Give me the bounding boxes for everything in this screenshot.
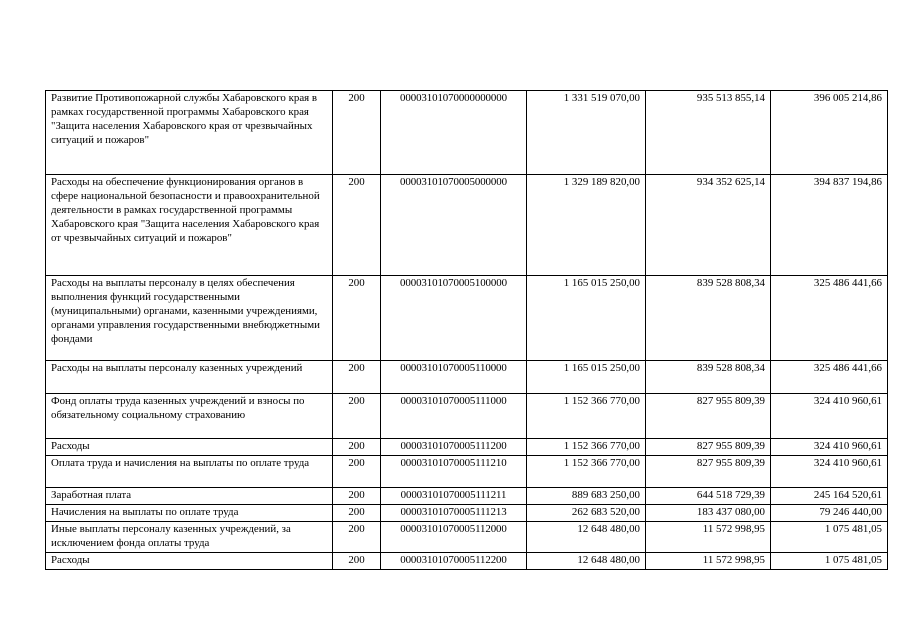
line-code-cell: 200 (333, 505, 381, 522)
expense-name-cell: Расходы на обеспечение функционирования органов в сфере национальной безопасности и правоохранительной деятельности в рамках государственной программы Хабаровского края "Защита населения Хабаровского края от чрезвычайных ситуаций и пожаров" (46, 175, 333, 276)
classification-code-cell: 00003101070005111200 (381, 439, 527, 456)
executed-amount-cell: 839 528 808,34 (646, 276, 771, 361)
unexecuted-amount-cell: 79 246 440,00 (771, 505, 888, 522)
line-code-cell: 200 (333, 439, 381, 456)
classification-code-cell: 00003101070005100000 (381, 276, 527, 361)
classification-code-cell: 00003101070000000000 (381, 91, 527, 175)
approved-amount-cell: 1 152 366 770,00 (527, 456, 646, 488)
classification-code-cell: 00003101070005000000 (381, 175, 527, 276)
expense-name-cell: Иные выплаты персоналу казенных учреждений, за исключением фонда оплаты труда (46, 522, 333, 553)
unexecuted-amount-cell: 394 837 194,86 (771, 175, 888, 276)
unexecuted-amount-cell: 1 075 481,05 (771, 522, 888, 553)
unexecuted-amount-cell: 1 075 481,05 (771, 553, 888, 570)
line-code-cell: 200 (333, 394, 381, 439)
approved-amount-cell: 1 152 366 770,00 (527, 439, 646, 456)
executed-amount-cell: 827 955 809,39 (646, 439, 771, 456)
classification-code-cell: 00003101070005111211 (381, 488, 527, 505)
executed-amount-cell: 11 572 998,95 (646, 553, 771, 570)
approved-amount-cell: 889 683 250,00 (527, 488, 646, 505)
expense-name-cell: Начисления на выплаты по оплате труда (46, 505, 333, 522)
classification-code-cell: 00003101070005111213 (381, 505, 527, 522)
table-row (46, 553, 888, 570)
executed-amount-cell: 644 518 729,39 (646, 488, 771, 505)
line-code-cell: 200 (333, 276, 381, 361)
line-code-cell: 200 (333, 361, 381, 394)
classification-code-cell: 00003101070005110000 (381, 361, 527, 394)
table-row (46, 488, 888, 505)
expense-name-cell: Расходы на выплаты персоналу казенных учреждений (46, 361, 333, 394)
table-row (46, 91, 888, 175)
unexecuted-amount-cell: 245 164 520,61 (771, 488, 888, 505)
line-code-cell: 200 (333, 456, 381, 488)
line-code-cell: 200 (333, 91, 381, 175)
expense-name-cell: Расходы (46, 439, 333, 456)
table-row (46, 456, 888, 488)
line-code-cell: 200 (333, 522, 381, 553)
classification-code-cell: 00003101070005112000 (381, 522, 527, 553)
expense-name-cell: Расходы (46, 553, 333, 570)
table-row (46, 175, 888, 276)
expense-name-cell: Развитие Противопожарной службы Хабаровского края в рамках государственной программы Хабаровского края "Защита населения Хабаровского края от чрезвычайных ситуаций и пожаров" (46, 91, 333, 175)
expense-name-cell: Оплата труда и начисления на выплаты по оплате труда (46, 456, 333, 488)
classification-code-cell: 00003101070005111000 (381, 394, 527, 439)
unexecuted-amount-cell: 325 486 441,66 (771, 361, 888, 394)
executed-amount-cell: 11 572 998,95 (646, 522, 771, 553)
line-code-cell: 200 (333, 553, 381, 570)
line-code-cell: 200 (333, 175, 381, 276)
approved-amount-cell: 1 331 519 070,00 (527, 91, 646, 175)
unexecuted-amount-cell: 324 410 960,61 (771, 456, 888, 488)
executed-amount-cell: 827 955 809,39 (646, 456, 771, 488)
table-body (46, 91, 888, 570)
unexecuted-amount-cell: 324 410 960,61 (771, 394, 888, 439)
executed-amount-cell: 934 352 625,14 (646, 175, 771, 276)
unexecuted-amount-cell: 324 410 960,61 (771, 439, 888, 456)
classification-code-cell: 00003101070005112200 (381, 553, 527, 570)
expense-name-cell: Расходы на выплаты персоналу в целях обеспечения выполнения функций государственными (муниципальными) органами, казенными учреждениями, органами управления государственными внебюджетными фондами (46, 276, 333, 361)
table-row (46, 361, 888, 394)
classification-code-cell: 00003101070005111210 (381, 456, 527, 488)
expense-name-cell: Заработная плата (46, 488, 333, 505)
executed-amount-cell: 935 513 855,14 (646, 91, 771, 175)
table-row (46, 439, 888, 456)
line-code-cell: 200 (333, 488, 381, 505)
approved-amount-cell: 1 165 015 250,00 (527, 276, 646, 361)
approved-amount-cell: 12 648 480,00 (527, 522, 646, 553)
executed-amount-cell: 183 437 080,00 (646, 505, 771, 522)
executed-amount-cell: 827 955 809,39 (646, 394, 771, 439)
table-row (46, 522, 888, 553)
executed-amount-cell: 839 528 808,34 (646, 361, 771, 394)
approved-amount-cell: 1 165 015 250,00 (527, 361, 646, 394)
approved-amount-cell: 1 152 366 770,00 (527, 394, 646, 439)
unexecuted-amount-cell: 325 486 441,66 (771, 276, 888, 361)
approved-amount-cell: 262 683 520,00 (527, 505, 646, 522)
table-row (46, 505, 888, 522)
budget-execution-table (45, 90, 888, 570)
approved-amount-cell: 1 329 189 820,00 (527, 175, 646, 276)
table-row (46, 394, 888, 439)
unexecuted-amount-cell: 396 005 214,86 (771, 91, 888, 175)
table-row (46, 276, 888, 361)
approved-amount-cell: 12 648 480,00 (527, 553, 646, 570)
expense-name-cell: Фонд оплаты труда казенных учреждений и взносы по обязательному социальному страхованию (46, 394, 333, 439)
